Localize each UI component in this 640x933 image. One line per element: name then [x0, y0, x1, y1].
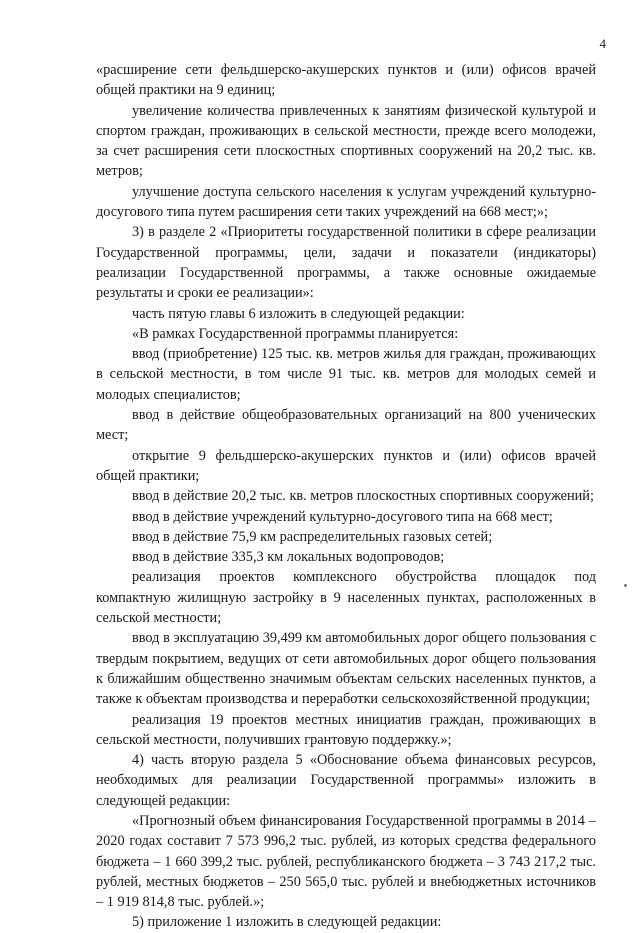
paragraph-water-supply: ввод в действие 335,3 км локальных водопроводов;	[132, 549, 445, 566]
paragraph-culture-access: улучшение доступа сельского населения к услугам учреждений культурно-досугового типа путем расширения сети таких учреждений на 668 мест;»;	[96, 183, 596, 221]
paragraph-fap-opening: открытие 9 фельдшерско-акушерских пунктов и (или) офисов врачей общей практики;	[96, 447, 596, 484]
paragraph-sports-facilities: увеличение количества привлеченных к занятиям физической культурой и спортом граждан, проживающих в сельской местности, прежде всего молодежи, за счет расширения сети плоскостных спортивных сооружений на 20,2 тыс. кв. метров;	[96, 102, 596, 180]
paragraph-item-4: 4) часть вторую раздела 5 «Обоснование объема финансовых ресурсов, необходимых для реализации Государственной программы» изложить в следующей редакции:	[96, 752, 596, 809]
paragraph-roads: ввод в эксплуатацию 39,499 км автомобильных дорог общего пользования с твердым покрытием, ведущих от сети автомобильных дорог общего пользования к ближайшим общественно значимым объектам сельских населенных пунктов, а также к объектам производства и переработки сельскохозяйственной продукции;	[96, 630, 596, 708]
page-number: 4	[599, 36, 606, 51]
scan-speck	[624, 584, 627, 587]
paragraph-site-development: реализация проектов комплексного обустройства площадок под компактную жилищную застройку в 9 населенных пунктах, расположенных в сельской местности;	[96, 569, 596, 627]
paragraph-fap-expansion: «расширение сети фельдшерско-акушерских пунктов и (или) офисов врачей общей практики на 9 единиц;	[96, 62, 596, 99]
document-body	[96, 60, 596, 933]
paragraph-item-5: 5) приложение 1 изложить в следующей редакции:	[132, 914, 442, 931]
paragraph-local-initiatives: реализация 19 проектов местных инициатив граждан, проживающих в сельской местности, получивших грантовую поддержку.»;	[96, 711, 596, 748]
paragraph-part-five: часть пятую главы 6 изложить в следующей редакции:	[132, 305, 465, 322]
paragraph-funding-forecast: «Прогнозный объем финансирования Государственной программы в 2014 – 2020 годах составит 7 573 996,2 тыс. рублей, из которых средства федерального бюджета – 1 660 399,2 тыс. рублей, республиканского бюджета – 3 743 217,2 тыс. рублей, местных бюджетов – 250 565,0 тыс. рублей и внебюджетных источников – 1 919 814,8 тыс. рублей.»;	[96, 812, 596, 911]
paragraph-schools: ввод в действие общеобразовательных организаций на 800 ученических мест;	[96, 407, 596, 444]
paragraph-housing: ввод (приобретение) 125 тыс. кв. метров жилья для граждан, проживающих в сельской местности, в том числе 91 тыс. кв. метров для молодых семей и молодых специалистов;	[96, 346, 596, 403]
paragraph-item-3: 3) в разделе 2 «Приоритеты государственной политики в сфере реализации Государственной программы, цели, задачи и показатели (индикаторы) реализации Государственной программы, а также основные ожидаемые результаты и сроки ее реализации»:	[96, 224, 596, 302]
paragraph-planned-intro: «В рамках Государственной программы планируется:	[132, 325, 459, 342]
paragraph-culture-commissioning: ввод в действие учреждений культурно-досугового типа на 668 мест;	[132, 508, 553, 525]
paragraph-gas-networks: ввод в действие 75,9 км распределительных газовых сетей;	[132, 528, 493, 545]
paragraph-sports-commissioning: ввод в действие 20,2 тыс. кв. метров плоскостных спортивных сооружений;	[132, 488, 594, 505]
